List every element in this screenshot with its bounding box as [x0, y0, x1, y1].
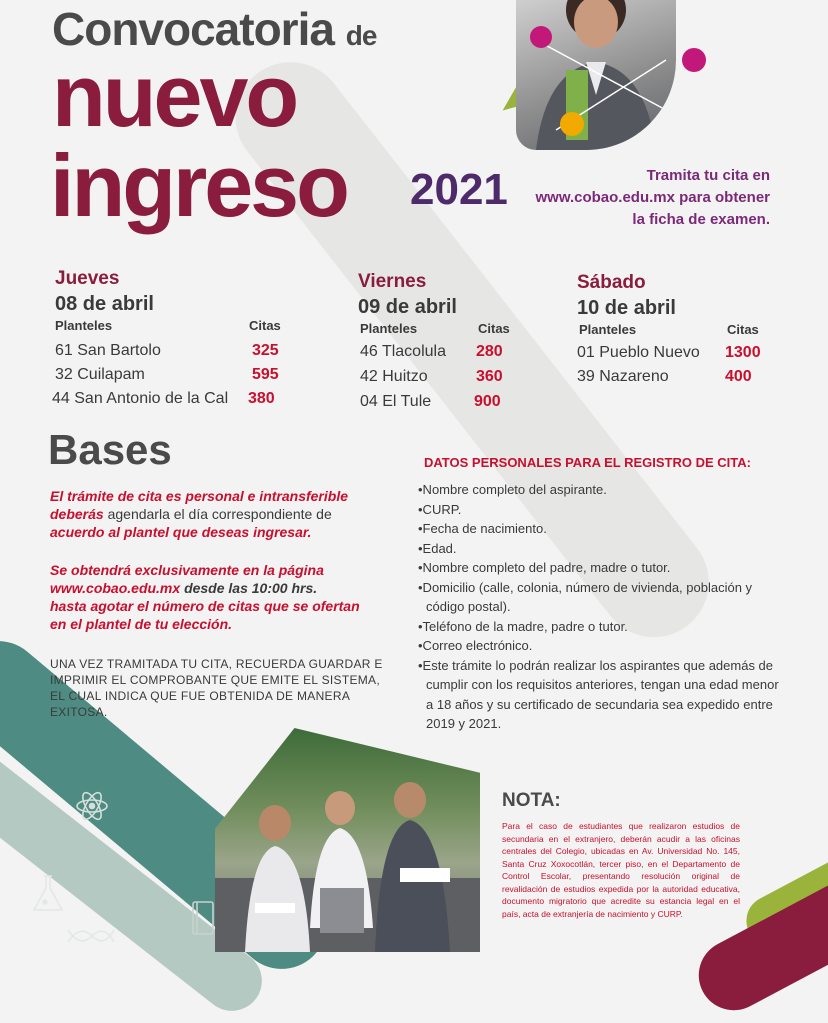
flask-icon	[30, 874, 66, 919]
list-item: •Nombre completo del padre, madre o tutor.	[418, 560, 671, 575]
schedule-row	[358, 393, 558, 418]
book-icon	[190, 900, 216, 941]
schedule-date: 09 de abril	[358, 296, 457, 318]
atom-icon	[74, 788, 110, 829]
nota-body: Para el caso de estudiantes que realizaron estudios de secundaria en el extranjero, deberán acudir a las oficinas centrales del Colegio, ubicadas en Av. Universidad No. 145, Santa Cruz Xoxocotlán, tercer piso, en el Departamento de Control Escolar, presentando resolución original de revalidación de estudios expedida por la autoridad educativa, documento migratorio que acredite su estancia legal en el país, acta de extranjería de nacimiento y CURP.	[502, 821, 740, 919]
nota-heading: NOTA:	[502, 790, 561, 811]
column-header-planteles: Planteles	[360, 321, 418, 336]
title-line1: Convocatoria de	[52, 3, 377, 55]
plantel-name: 61 San Bartolo	[55, 342, 161, 359]
schedule-row	[577, 344, 787, 368]
schedule-row	[577, 368, 787, 392]
column-header-planteles: Planteles	[55, 318, 113, 333]
plantel-name: 32 Cuilapam	[55, 366, 145, 383]
datos-list	[418, 480, 788, 734]
title-line2: nuevo	[52, 46, 297, 145]
list-item: •Este trámite lo podrán realizar los aspirantes que además de cumplir con los requisitos anteriores, tengan una edad menor a 18 años y su certificado de secundaria sea expedido entre 2019 y 2021.	[418, 657, 779, 731]
plantel-name: 39 Nazareno	[577, 368, 669, 385]
student-photo	[516, 0, 676, 150]
citas-count: 360	[476, 368, 503, 385]
schedule-day: Jueves	[55, 268, 120, 289]
bases-paragraph-1: El trámite de cita es personal e intransferible deberás agendarla el día correspondiente de acuerdo al plantel que deseas ingresar.	[50, 488, 348, 540]
title-year: 2021	[410, 165, 508, 214]
students-photo	[215, 728, 480, 952]
schedule-date: 08 de abril	[55, 293, 154, 315]
list-item: •Edad.	[418, 540, 457, 556]
schedule-row	[358, 368, 558, 393]
schedule-row	[55, 366, 295, 390]
column-header-citas: Citas	[727, 322, 759, 337]
decorative-dot	[682, 48, 706, 72]
list-item: •Nombre completo del aspirante.	[418, 482, 607, 497]
tramita-callout: Tramita tu cita en www.cobao.edu.mx para obtener la ficha de examen.	[535, 167, 770, 228]
title-line3: ingreso	[50, 136, 347, 235]
schedule-date: 10 de abril	[577, 297, 676, 319]
schedule-sabado	[577, 272, 787, 392]
citas-count: 595	[252, 366, 279, 383]
schedule-day: Viernes	[358, 271, 427, 292]
schedule-viernes	[358, 271, 558, 418]
list-item: •Domicilio (calle, colonia, número de vivienda, población y código postal).	[418, 579, 753, 614]
citas-count: 900	[474, 393, 501, 410]
list-item: •Teléfono de la madre, padre o tutor.	[418, 618, 628, 634]
schedule-row	[52, 390, 295, 414]
citas-count: 325	[252, 342, 279, 359]
schedule-row	[55, 342, 295, 366]
bases-paragraph-3: UNA VEZ TRAMITADA TU CITA, RECUERDA GUARDAR E IMPRIMIR EL COMPROBANTE QUE EMITE EL SISTEMA, EL CUAL INDICA QUE FUE OBTENIDA DE MANERA EXITOSA.	[50, 657, 383, 719]
decorative-dot	[530, 26, 552, 48]
column-header-planteles: Planteles	[579, 322, 637, 337]
list-item: •Correo electrónico.	[418, 638, 533, 653]
list-item: •Fecha de nacimiento.	[418, 521, 547, 536]
column-header-citas: Citas	[249, 318, 281, 333]
bases-heading: Bases	[48, 426, 172, 473]
list-item: •CURP.	[418, 501, 462, 517]
plantel-name: 04 El Tule	[360, 393, 432, 410]
schedule-day: Sábado	[577, 272, 646, 293]
dna-icon	[66, 922, 116, 955]
citas-count: 400	[725, 368, 752, 385]
plantel-name: 44 San Antonio de la Cal	[52, 390, 229, 407]
schedule-jueves	[52, 268, 295, 414]
citas-count: 1300	[725, 344, 761, 361]
decorative-dot	[560, 112, 584, 136]
column-header-citas: Citas	[478, 321, 510, 336]
plantel-name: 46 Tlacolula	[360, 343, 446, 360]
plantel-name: 01 Pueblo Nuevo	[577, 344, 700, 361]
datos-title: DATOS PERSONALES PARA EL REGISTRO DE CITA:	[424, 455, 751, 470]
citas-count: 380	[248, 390, 275, 407]
plantel-name: 42 Huitzo	[360, 368, 428, 385]
citas-count: 280	[476, 343, 503, 360]
schedule-row	[358, 343, 558, 368]
bases-paragraph-2: Se obtendrá exclusivamente en la página www.cobao.edu.mx desde las 10:00 hrs. hasta agotar el número de citas que se ofertan en el plantel de tu elección.	[50, 562, 360, 632]
